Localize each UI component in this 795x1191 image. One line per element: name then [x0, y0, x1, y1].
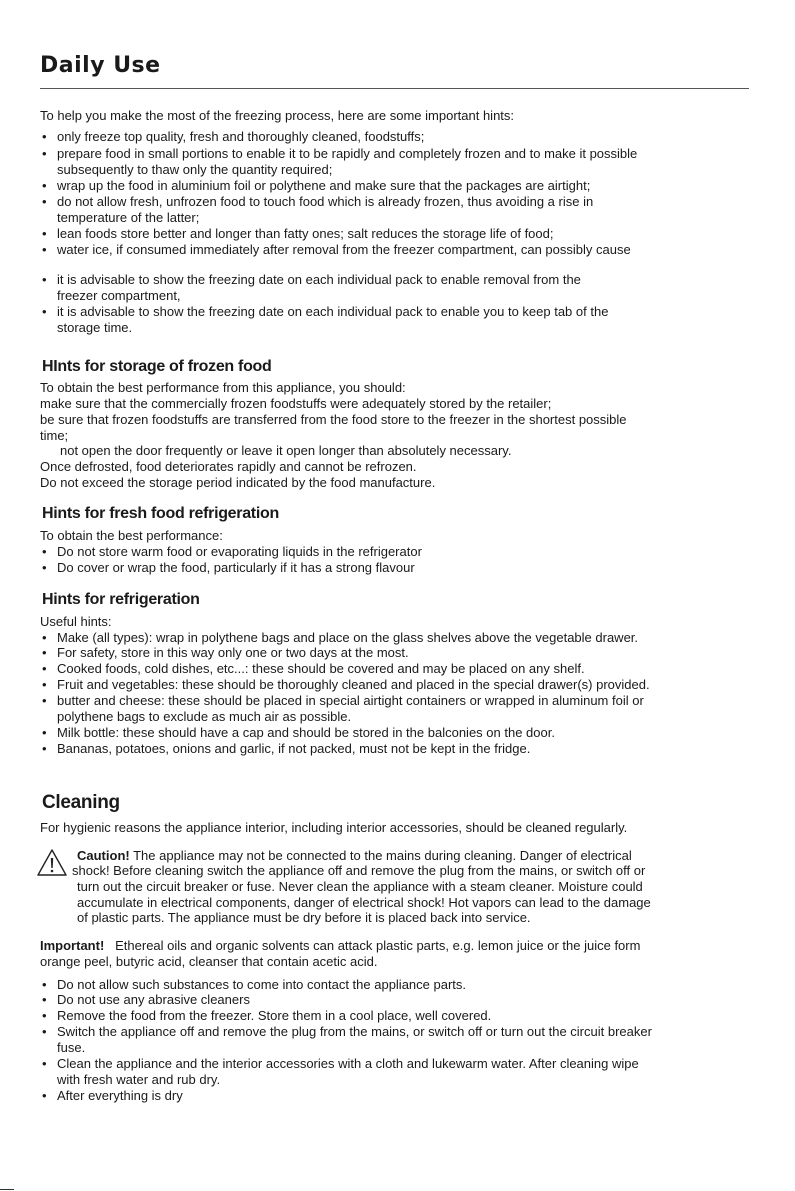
- title-divider: [40, 88, 749, 89]
- cleaning-item-6: After everything is dry: [57, 1088, 183, 1103]
- storage-line-5: not open the door frequently or leave it open longer than absolutely necessary.: [60, 443, 512, 458]
- bullet: •: [42, 272, 47, 287]
- cleaning-item-2: Do not use any abrasive cleaners: [57, 992, 250, 1007]
- bullet: •: [42, 1024, 47, 1039]
- daily-item-3: wrap up the food in aluminium foil or polythene and make sure that the packages are airtight;: [57, 178, 591, 193]
- storage-line-1: To obtain the best performance from this appliance, you should:: [40, 380, 406, 395]
- storage-line-6: Once defrosted, food deteriorates rapidly and cannot be refrozen.: [40, 459, 417, 474]
- storage-line-4: time;: [40, 428, 69, 443]
- refrig-item-4: Fruit and vegetables: these should be thoroughly cleaned and placed in the special drawer(s) provided.: [57, 677, 650, 692]
- daily-item-2: prepare food in small portions to enable it to be rapidly and completely frozen and to make it possible: [57, 146, 638, 161]
- storage-line-7: Do not exceed the storage period indicated by the food manufacture.: [40, 475, 436, 490]
- cleaning-item-4: Switch the appliance off and remove the plug from the mains, or switch off or turn out the circuit breaker: [57, 1024, 652, 1039]
- daily-item-8: it is advisable to show the freezing date on each individual pack to enable you to keep tab of the: [57, 304, 609, 319]
- bullet: •: [42, 146, 47, 161]
- daily-item-2-cont: subsequently to thaw only the quantity required;: [57, 162, 333, 177]
- important-text-1: Ethereal oils and organic solvents can attack plastic parts, e.g. lemon juice or the juice form: [115, 938, 641, 953]
- refrig-item-1: Make (all types): wrap in polythene bags and place on the glass shelves above the vegetable drawer.: [57, 630, 639, 645]
- refrig-item-5-cont: polythene bags to exclude as much air as possible.: [57, 709, 352, 724]
- bullet: •: [42, 630, 47, 645]
- important-label: Important!: [40, 938, 105, 953]
- bullet: •: [42, 977, 47, 992]
- refrig-heading: Hints for refrigeration: [42, 591, 200, 608]
- caution-line-1: [77, 848, 632, 864]
- cleaning-intro: For hygienic reasons the appliance interior, including interior accessories, should be cleaned regularly.: [40, 820, 628, 835]
- bullet: •: [42, 129, 47, 144]
- storage-line-2: make sure that the commercially frozen foodstuffs were adequately stored by the retailer;: [40, 396, 552, 411]
- bullet: •: [42, 1056, 47, 1071]
- daily-intro: To help you make the most of the freezing process, here are some important hints:: [40, 108, 515, 123]
- cleaning-item-5-cont: with fresh water and rub dry.: [57, 1072, 221, 1087]
- bullet: •: [42, 693, 47, 708]
- cleaning-heading: Cleaning: [42, 792, 120, 813]
- bullet: •: [42, 226, 47, 241]
- bullet: •: [42, 242, 47, 257]
- daily-item-7-cont: freezer compartment,: [57, 288, 181, 303]
- bullet: •: [42, 178, 47, 193]
- refrig-item-2: For safety, store in this way only one or two days at the most.: [57, 645, 409, 660]
- caution-text-1: The appliance may not be connected to the mains during cleaning. Danger of electrical: [133, 848, 632, 863]
- bullet: •: [42, 544, 47, 559]
- fresh-item-1: Do not store warm food or evaporating liquids in the refrigerator: [57, 544, 422, 559]
- bullet: •: [42, 677, 47, 692]
- refrig-item-5: butter and cheese: these should be placed in special airtight containers or wrapped in aluminum foil or: [57, 693, 644, 708]
- important-line-1: [40, 938, 640, 954]
- refrig-intro: Useful hints:: [40, 614, 112, 629]
- storage-line-3: be sure that frozen foodstuffs are transferred from the food store to the freezer in the shortest possible: [40, 412, 627, 427]
- bullet: •: [42, 992, 47, 1007]
- warning-triangle-icon: [36, 848, 68, 878]
- daily-item-4: do not allow fresh, unfrozen food to touch food which is already frozen, thus avoiding a rise in: [57, 194, 594, 209]
- daily-item-1: only freeze top quality, fresh and thoroughly cleaned, foodstuffs;: [57, 129, 425, 144]
- bullet: •: [42, 1008, 47, 1023]
- caution-label: Caution!: [77, 848, 130, 863]
- cleaning-item-1: Do not allow such substances to come into contact the appliance parts.: [57, 977, 467, 992]
- cleaning-item-5: Clean the appliance and the interior accessories with a cloth and lukewarm water. After cleaning wipe: [57, 1056, 639, 1071]
- bullet: •: [42, 661, 47, 676]
- cleaning-item-4-cont: fuse.: [57, 1040, 86, 1055]
- important-line-2: orange peel, butyric acid, cleanser that contain acetic acid.: [40, 954, 378, 969]
- refrig-item-3: Cooked foods, cold dishes, etc...: these should be covered and may be placed on any shelf.: [57, 661, 585, 676]
- bullet: •: [42, 560, 47, 575]
- refrig-item-7: Bananas, potatoes, onions and garlic, if not packed, must not be kept in the fridge.: [57, 741, 531, 756]
- page-title: Daily Use: [40, 53, 161, 78]
- fresh-intro: To obtain the best performance:: [40, 528, 223, 543]
- fresh-item-2: Do cover or wrap the food, particularly if it has a strong flavour: [57, 560, 415, 575]
- daily-item-4-cont: temperature of the latter;: [57, 210, 200, 225]
- fresh-heading: Hints for fresh food refrigeration: [42, 505, 279, 522]
- bullet: •: [42, 194, 47, 209]
- storage-heading: HInts for storage of frozen food: [42, 358, 272, 375]
- bullet: •: [42, 741, 47, 756]
- page-corner-mark: [0, 1189, 14, 1190]
- bullet: •: [42, 1088, 47, 1103]
- bullet: •: [42, 725, 47, 740]
- daily-item-8-cont: storage time.: [57, 320, 133, 335]
- bullet: •: [42, 304, 47, 319]
- daily-item-7: it is advisable to show the freezing date on each individual pack to enable removal from the: [57, 272, 581, 287]
- daily-item-5: lean foods store better and longer than fatty ones; salt reduces the storage life of food;: [57, 226, 554, 241]
- cleaning-item-3: Remove the food from the freezer. Store them in a cool place, well covered.: [57, 1008, 492, 1023]
- caution-line-2: shock! Before cleaning switch the appliance off and remove the plug from the mains, or switch off or: [72, 863, 646, 878]
- caution-line-5: of plastic parts. The appliance must be dry before it is placed back into service.: [77, 910, 531, 925]
- bullet: •: [42, 645, 47, 660]
- refrig-item-6: Milk bottle: these should have a cap and should be stored in the balconies on the door.: [57, 725, 555, 740]
- caution-line-3: turn out the circuit breaker or fuse. Never clean the appliance with a steam cleaner. Moisture could: [77, 879, 643, 894]
- caution-line-4: accumulate in electrical components, danger of electrical shock! Hot vapors can lead to the damage: [77, 895, 651, 910]
- daily-item-6: water ice, if consumed immediately after removal from the freezer compartment, can possibly cause: [57, 242, 631, 257]
